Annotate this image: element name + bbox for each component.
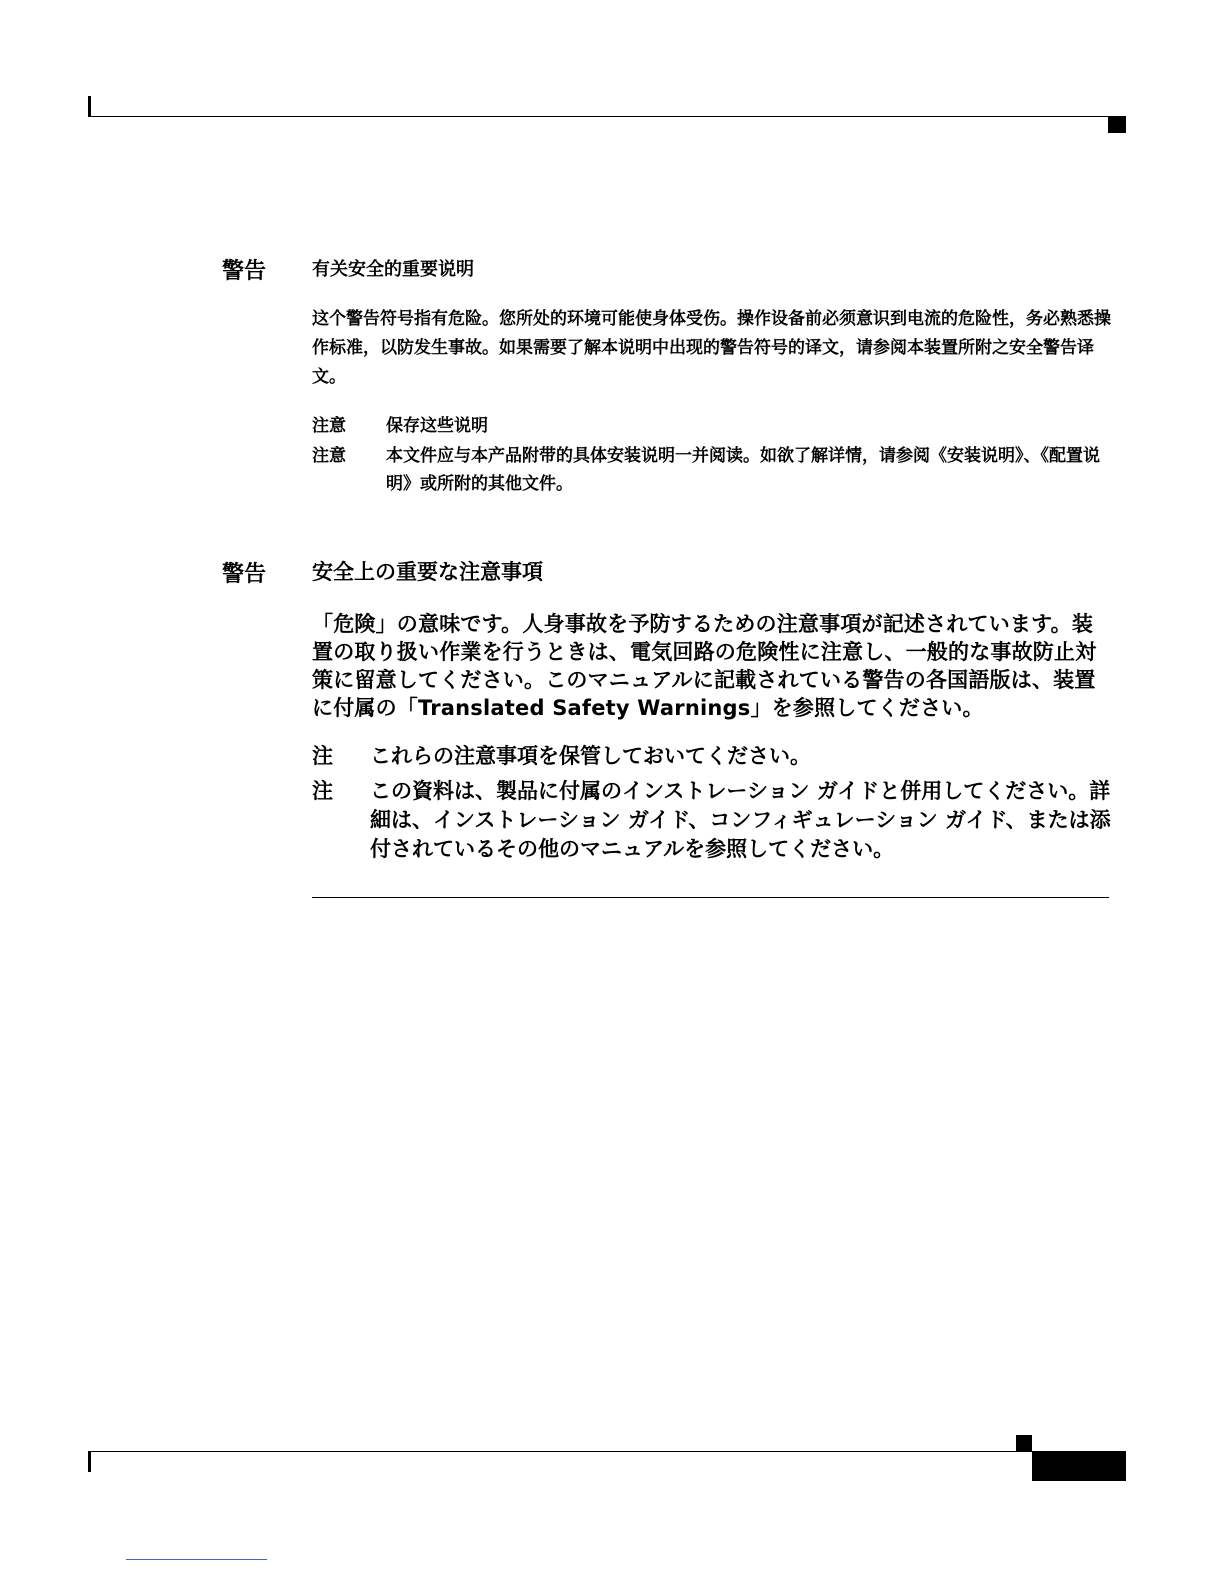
section-end-rule [312,897,1109,898]
zh-warning-title: 有关安全的重要说明 [312,259,474,280]
footer-marker [1016,1435,1032,1451]
footer-tick [88,1452,91,1472]
ja-note-2-label: 注 [312,779,333,803]
header-marker [1108,117,1126,133]
ja-warning-title: 安全上の重要な注意事項 [312,560,543,584]
zh-warning-label: 警告 [222,259,267,284]
zh-note-1-text: 保存这些说明 [386,416,488,436]
header-tick [88,96,91,117]
ja-warning-label: 警告 [222,562,267,587]
ja-note-2-text: この資料は、製品に付属のインストレーション ガイドと併用してください。詳細は、インストレーション ガイド、コンフィギュレーション ガイド、または添付されているその他のマニュアルを参照してください。 [370,779,1111,861]
zh-note-2-text: 本文件应与本产品附带的具体安装说明一并阅读。如欲了解详情，请参阅《安装说明》、《配置说明》或所附的其他文件。 [386,446,1100,494]
zh-note-2-label: 注意 [312,446,346,466]
zh-note-1 [312,412,1112,440]
footer-rule [88,1451,1032,1452]
ja-warning-body: 「危険」の意味です。人身事故を予防するための注意事項が記述されています。装置の取り扱い作業を行うときは、電気回路の危険性に注意し、一般的な事故防止対策に留意してください。このマニュアルに記載されている警告の各国語版は、装置に付属の「Translated Safety Warnings」を参照してください。 [312,612,1097,720]
ja-note-1-label: 注 [312,744,333,768]
zh-warning-block [312,255,1112,498]
zh-warning-body: 这个警告符号指有危险。您所处的环境可能使身体受伤。操作设备前必须意识到电流的危险性，务必熟悉操作标准，以防发生事故。如果需要了解本说明中出现的警告符号的译文，请参阅本装置所附之安全警告译文。 [312,309,1111,387]
footer-link-underline [126,1559,267,1560]
header-rule [88,116,1126,117]
footer-page-tab [1032,1451,1126,1481]
ja-note-1-text: これらの注意事項を保管しておいてください。 [370,744,811,768]
ja-warning-block [312,556,1112,864]
zh-note-2 [312,442,1112,498]
ja-note-1 [312,742,1112,771]
ja-note-2 [312,777,1112,864]
zh-note-1-label: 注意 [312,416,346,436]
